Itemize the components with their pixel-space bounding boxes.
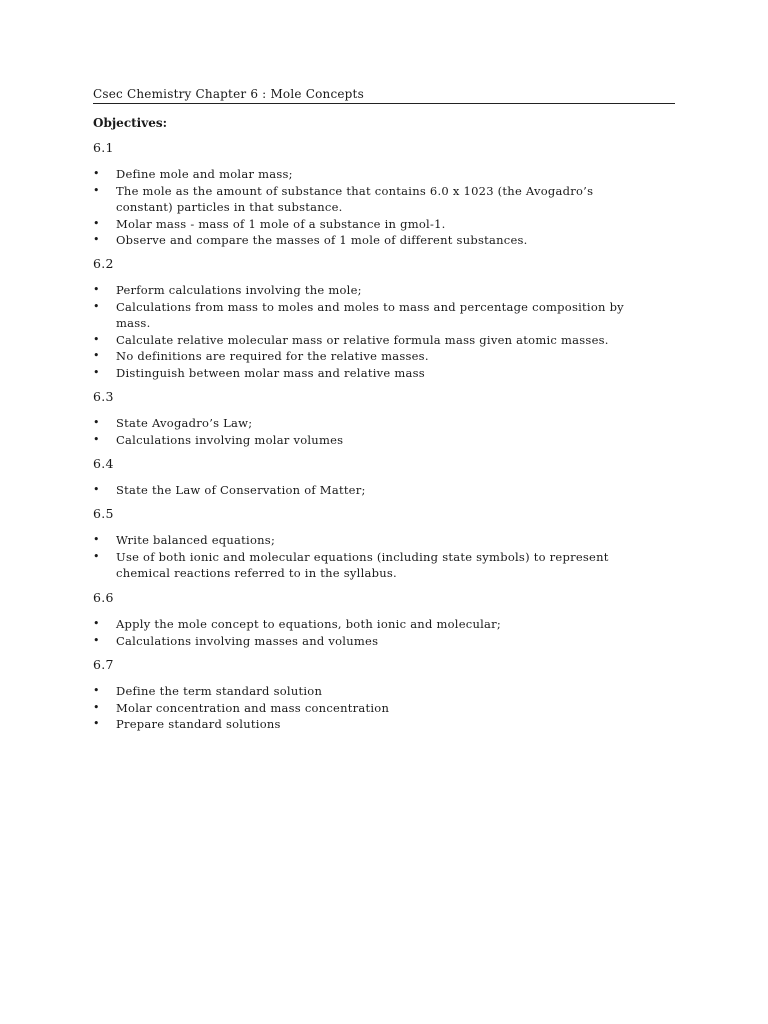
list-item-text: Prepare standard solutions [116, 717, 281, 731]
list-item-text: The mole as the amount of substance that contains 6.0 x 1023 (the Avogadro’s constant) particles in that substance. [116, 183, 594, 214]
list-item [93, 700, 626, 717]
page-header: Csec Chemistry Chapter 6 : Mole Concepts [93, 87, 675, 104]
section-number: 6.6 [93, 590, 114, 605]
section-6-4 [93, 456, 693, 499]
list-item [93, 232, 626, 249]
list-item [93, 348, 626, 365]
section-number: 6.1 [93, 140, 114, 155]
bullet-icon: • [93, 617, 100, 630]
bullet-icon: • [93, 332, 100, 346]
section-6-6 [93, 590, 693, 649]
list-item-text: Perform calculations involving the mole; [116, 283, 362, 297]
section-6-3 [93, 389, 693, 448]
list-item-text: State the Law of Conservation of Matter; [116, 483, 366, 497]
bullet-icon: • [93, 432, 100, 446]
list-item-text: Calculations involving molar volumes [116, 432, 344, 447]
list-item-text: Molar mass - mass of 1 mole of a substance in gmol-1. [116, 216, 446, 231]
list-item [93, 549, 626, 582]
bullet-icon: • [93, 283, 100, 296]
bullet-icon: • [93, 684, 100, 697]
section-6-5 [93, 506, 693, 582]
list-item [93, 282, 626, 299]
list-item [93, 415, 626, 432]
list-item-text: Observe and compare the masses of 1 mole of different substances. [116, 233, 528, 247]
list-item-text: Write balanced equations; [116, 533, 276, 547]
bullet-icon: • [93, 416, 100, 429]
list-item-text: Define mole and molar mass; [116, 167, 293, 181]
bullet-icon: • [93, 233, 100, 246]
bullet-icon: • [93, 717, 100, 730]
list-item-text: State Avogadro’s Law; [116, 416, 253, 430]
bullet-icon: • [93, 216, 100, 230]
objectives-heading: Objectives: [93, 116, 168, 130]
list-item [93, 432, 626, 449]
bullet-icon: • [93, 549, 100, 563]
section-6-1 [93, 140, 693, 249]
list-item [93, 365, 626, 382]
bullet-icon: • [93, 483, 100, 496]
list-item [93, 716, 626, 733]
list-item [93, 332, 626, 349]
bullet-icon: • [93, 633, 100, 647]
list-item-text: Distinguish between molar mass and relative mass [116, 365, 425, 380]
list-item-text: Apply the mole concept to equations, both ionic and molecular; [116, 617, 502, 631]
bullet-icon: • [93, 700, 100, 714]
list-item-text: Define the term standard solution [116, 684, 323, 698]
list-item [93, 183, 626, 216]
bullet-icon: • [93, 299, 100, 313]
list-item-text: Molar concentration and mass concentration [116, 700, 390, 715]
bullet-icon: • [93, 183, 100, 197]
list-item [93, 683, 626, 700]
section-6-2 [93, 256, 693, 381]
list-item-text: Calculations involving masses and volumes [116, 633, 379, 648]
list-item [93, 299, 626, 332]
section-number: 6.4 [93, 456, 114, 471]
list-item-text: Use of both ionic and molecular equations (including state symbols) to represent chemical reactions referred to in the syllabus. [116, 549, 609, 580]
section-number: 6.7 [93, 657, 114, 672]
list-item-text: No definitions are required for the relative masses. [116, 349, 429, 363]
list-item-text: Calculate relative molecular mass or relative formula mass given atomic masses. [116, 332, 609, 347]
section-number: 6.2 [93, 256, 114, 271]
bullet-icon: • [93, 365, 100, 379]
list-item-text: Calculations from mass to moles and moles to mass and percentage composition by mass. [116, 299, 624, 330]
section-6-7 [93, 657, 693, 733]
bullet-icon: • [93, 167, 100, 180]
list-item [93, 532, 626, 549]
bullet-icon: • [93, 349, 100, 362]
list-item [93, 616, 626, 633]
list-item [93, 633, 626, 650]
section-number: 6.5 [93, 506, 114, 521]
section-number: 6.3 [93, 389, 114, 404]
list-item [93, 166, 626, 183]
list-item [93, 216, 626, 233]
bullet-icon: • [93, 533, 100, 546]
list-item [93, 482, 626, 499]
